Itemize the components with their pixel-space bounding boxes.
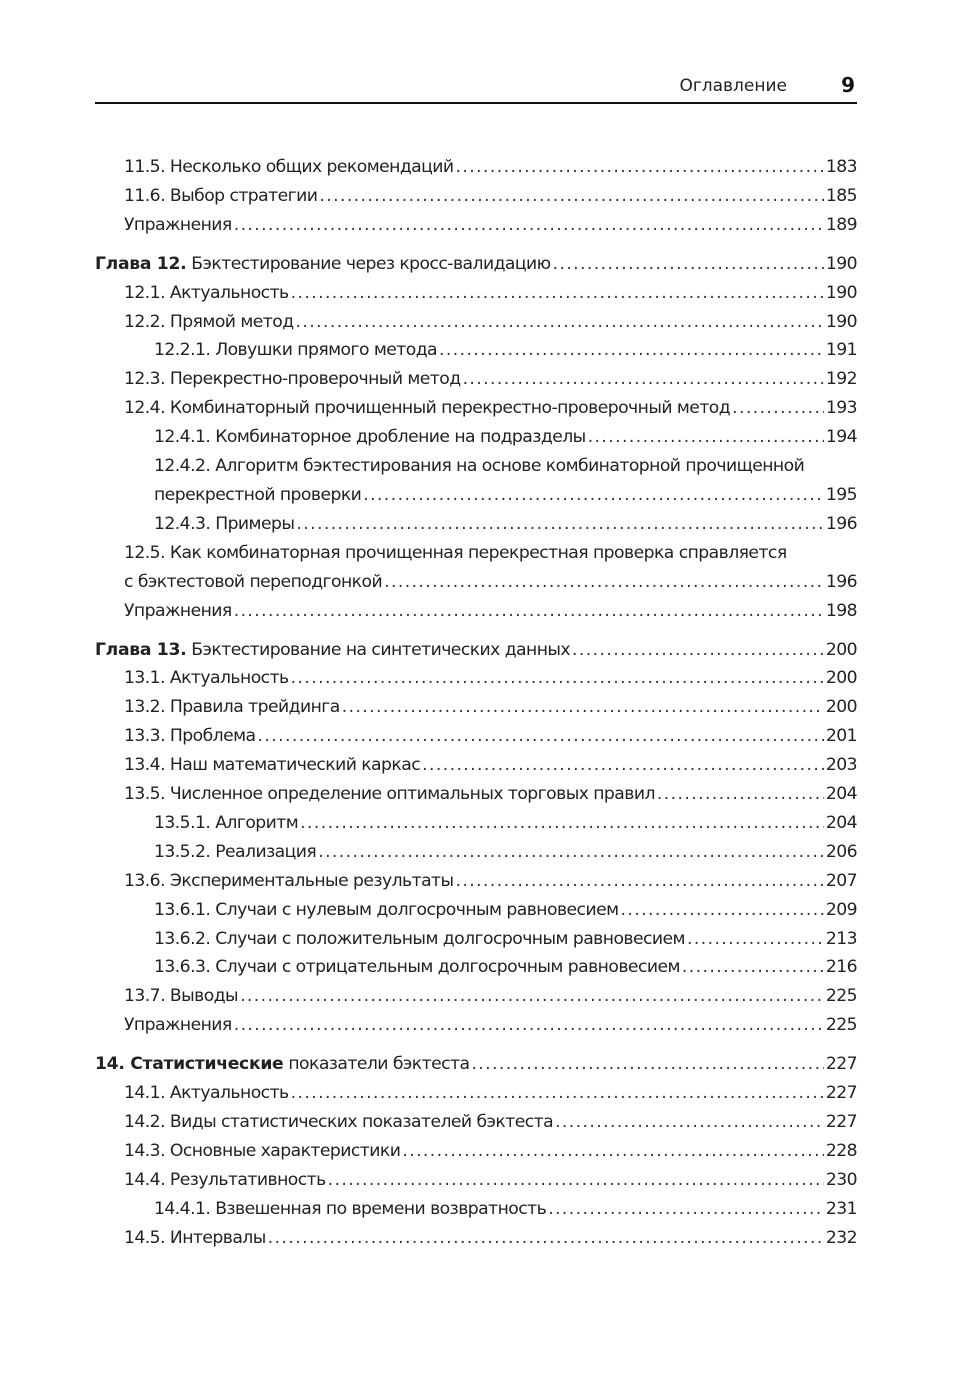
- toc-entry[interactable]: 12.2. Прямой метод ..... 190: [95, 308, 857, 337]
- toc-entry[interactable]: 13.6.2. Случаи с положительным долгосрочным равновесием ..... 213: [95, 925, 857, 954]
- leader-dots: [318, 838, 824, 867]
- toc-page: 216: [825, 957, 857, 978]
- chapter-prefix: 14. Статистические: [95, 1054, 284, 1075]
- leader-dots: [296, 510, 823, 539]
- toc-entry[interactable]: 11.5. Несколько общих рекомендаций ..... 183: [95, 153, 857, 182]
- leader-dots: [657, 780, 824, 809]
- toc-page: 201: [825, 726, 857, 747]
- toc-entry[interactable]: 13.5.2. Реализация ..... 206: [95, 838, 857, 867]
- toc-page: 192: [825, 369, 857, 390]
- toc-page: 204: [825, 784, 857, 805]
- toc-entry[interactable]: 12.4. Комбинаторный прочищенный перекрестно-проверочный метод ..... 193: [95, 394, 857, 423]
- section-title: Оглавление: [679, 76, 787, 96]
- toc-page: 206: [825, 841, 857, 862]
- toc-entry[interactable]: 13.5.1. Алгоритм ..... 204: [95, 809, 857, 838]
- leader-dots: [553, 250, 824, 279]
- toc-entry[interactable]: 13.1. Актуальность ..... 200: [95, 664, 857, 693]
- toc-entry[interactable]: 14.4. Результативность ..... 230: [95, 1166, 857, 1195]
- leader-dots: [687, 925, 824, 954]
- leader-dots: [572, 636, 824, 665]
- toc-entry[interactable]: 14.3. Основные характеристики ..... 228: [95, 1137, 857, 1166]
- leader-dots: [234, 1011, 824, 1040]
- toc-page: 194: [825, 427, 857, 448]
- leader-dots: [342, 693, 824, 722]
- toc-chapter-12[interactable]: Глава 12. Бэктестирование через кросс-валидацию ..... 190: [95, 250, 857, 279]
- toc-entry[interactable]: 13.7. Выводы ..... 225: [95, 982, 857, 1011]
- leader-dots: [732, 394, 824, 423]
- leader-dots: [291, 279, 824, 308]
- running-header: [95, 72, 857, 104]
- toc-page: 200: [825, 697, 857, 718]
- toc-entry[interactable]: 12.3. Перекрестно-проверочный метод ..... 192: [95, 365, 857, 394]
- leader-dots: [621, 896, 824, 925]
- leader-dots: [234, 211, 824, 240]
- toc-page: 193: [825, 398, 857, 419]
- leader-dots: [555, 1108, 824, 1137]
- leader-dots: [422, 751, 824, 780]
- leader-dots: [291, 664, 824, 693]
- leader-dots: [268, 1224, 824, 1253]
- leader-dots: [234, 597, 824, 626]
- toc-entry[interactable]: 13.6.1. Случаи с нулевым долгосрочным равновесием ..... 209: [95, 896, 857, 925]
- toc-entry[interactable]: Упражнения ..... 189: [95, 211, 857, 240]
- toc-page: 185: [825, 185, 857, 206]
- toc-entry[interactable]: 14.4.1. Взвешенная по времени возвратность ..... 231: [95, 1195, 857, 1224]
- chapter-prefix: Глава 13.: [95, 639, 187, 660]
- toc-entry[interactable]: 12.4.1. Комбинаторное дробление на подразделы ..... 194: [95, 423, 857, 452]
- leader-dots: [682, 953, 824, 982]
- toc-chapter-13[interactable]: Глава 13. Бэктестирование на синтетических данных ..... 200: [95, 636, 857, 665]
- table-of-contents: [95, 153, 857, 1253]
- toc-page: 204: [825, 812, 857, 833]
- toc-entry[interactable]: 14.5. Интервалы ..... 232: [95, 1224, 857, 1253]
- chapter-prefix: Глава 12.: [95, 253, 187, 274]
- leader-dots: [328, 1166, 824, 1195]
- toc-page: 227: [825, 1083, 857, 1104]
- toc-entry[interactable]: 12.1. Актуальность ..... 190: [95, 279, 857, 308]
- leader-dots: [384, 568, 824, 597]
- toc-entry[interactable]: 13.4. Наш математический каркас ..... 203: [95, 751, 857, 780]
- toc-page: 196: [825, 513, 857, 534]
- page-number: 9: [841, 73, 855, 97]
- leader-dots: [291, 1079, 824, 1108]
- toc-entry[interactable]: 13.5. Численное определение оптимальных торговых правил ..... 204: [95, 780, 857, 809]
- toc-page: 190: [825, 253, 857, 274]
- toc-entry[interactable]: 12.4.3. Примеры ..... 196: [95, 510, 857, 539]
- toc-page: 227: [825, 1112, 857, 1132]
- toc-page: 230: [825, 1169, 857, 1190]
- leader-dots: [471, 1050, 823, 1079]
- toc-page: 196: [825, 571, 857, 592]
- toc-page: 207: [825, 870, 857, 891]
- leader-dots: [588, 423, 824, 452]
- toc-entry[interactable]: 13.3. Проблема ..... 201: [95, 722, 857, 751]
- leader-dots: [319, 182, 823, 211]
- leader-dots: [463, 365, 824, 394]
- leader-dots: [548, 1195, 824, 1224]
- toc-entry[interactable]: 12.4.2. Алгоритм бэктестирования на основе комбинаторной прочищенной перекрестной проверки ..... 195: [95, 452, 857, 510]
- toc-page: 213: [825, 928, 857, 949]
- leader-dots: [363, 481, 824, 510]
- leader-dots: [439, 336, 824, 365]
- toc-entry[interactable]: 11.6. Выбор стратегии ..... 185: [95, 182, 857, 211]
- toc-page: 190: [825, 282, 857, 303]
- leader-dots: [402, 1137, 824, 1166]
- toc-entry[interactable]: 12.2.1. Ловушки прямого метода ..... 191: [95, 336, 857, 365]
- toc-page: 231: [825, 1198, 857, 1219]
- toc-page: 225: [825, 986, 857, 1007]
- leader-dots: [240, 982, 824, 1011]
- toc-page: 209: [825, 899, 857, 920]
- toc-page: 195: [825, 484, 857, 505]
- toc-entry[interactable]: Упражнения ..... 198: [95, 597, 857, 626]
- toc-page: 225: [825, 1015, 857, 1036]
- toc-page: 227: [825, 1054, 857, 1075]
- toc-entry[interactable]: 13.6. Экспериментальные результаты ..... 207: [95, 867, 857, 896]
- toc-chapter-14[interactable]: 14. Статистические показатели бэктеста ..... 227: [95, 1050, 857, 1079]
- toc-page: 189: [825, 214, 857, 235]
- toc-page: 190: [825, 311, 857, 332]
- toc-entry[interactable]: 13.6.3. Случаи с отрицательным долгосрочным равновесием ..... 216: [95, 953, 857, 982]
- toc-page: 203: [825, 755, 857, 776]
- toc-page: 232: [825, 1227, 857, 1248]
- toc-entry[interactable]: Упражнения ..... 225: [95, 1011, 857, 1040]
- leader-dots: [258, 722, 824, 751]
- toc-page: 200: [825, 639, 857, 660]
- toc-entry[interactable]: 12.5. Как комбинаторная прочищенная перекрестная проверка справляется с бэктестовой переподгонкой ..... 196: [95, 539, 857, 597]
- toc-page: 228: [825, 1140, 857, 1161]
- leader-dots: [456, 153, 824, 182]
- toc-page: 198: [825, 600, 857, 621]
- toc-entry[interactable]: 14.2. Виды статистических показателей бэктеста ..... 227: [95, 1108, 857, 1137]
- toc-page: 183: [825, 157, 857, 177]
- toc-page: 191: [825, 340, 857, 361]
- toc-page: 200: [825, 668, 857, 689]
- leader-dots: [300, 809, 824, 838]
- toc-entry[interactable]: 14.1. Актуальность ..... 227: [95, 1079, 857, 1108]
- leader-dots: [456, 867, 824, 896]
- leader-dots: [296, 308, 824, 337]
- toc-entry[interactable]: 13.2. Правила трейдинга ..... 200: [95, 693, 857, 722]
